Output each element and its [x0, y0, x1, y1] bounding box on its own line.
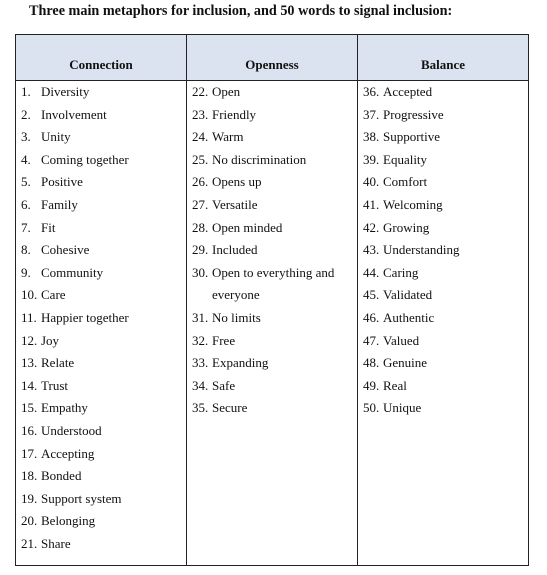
- item-word: Warm: [212, 129, 244, 145]
- word-list-item: [358, 352, 528, 375]
- item-number: 21.: [21, 535, 38, 551]
- item-number: 13.: [21, 355, 38, 371]
- item-number: 9.: [21, 264, 31, 280]
- item-word: Open: [212, 84, 241, 99]
- item-word: Involvement: [41, 106, 107, 122]
- word-list-item: [16, 239, 186, 262]
- item-word: Understanding: [383, 242, 460, 258]
- word-list-item: [187, 149, 357, 172]
- word-list-item: [187, 126, 357, 149]
- word-list-item: [16, 375, 186, 398]
- item-number: 37.: [363, 106, 380, 122]
- word-list-item: [187, 194, 357, 217]
- word-list-item: [358, 284, 528, 307]
- word-list-item: [16, 352, 186, 375]
- item-number: 4.: [21, 151, 31, 167]
- item-word: Validated: [383, 287, 433, 303]
- item-word: Supportive: [383, 129, 441, 145]
- item-word: Coming together: [41, 151, 129, 167]
- item-number: 1.: [21, 84, 31, 99]
- item-number: 50.: [363, 400, 380, 416]
- word-list-item: [358, 171, 528, 194]
- item-number: 49.: [363, 377, 380, 393]
- word-list-item: [358, 217, 528, 240]
- item-word: Trust: [41, 377, 68, 393]
- item-number: 36.: [363, 84, 380, 99]
- item-word: Comfort: [383, 174, 428, 190]
- item-number: 18.: [21, 468, 38, 484]
- word-list-item: [358, 81, 528, 104]
- item-number: 3.: [21, 129, 31, 145]
- column-openness-cell: [187, 81, 358, 566]
- item-number: 7.: [21, 219, 31, 235]
- item-number: 43.: [363, 242, 380, 258]
- word-list-item: [16, 171, 186, 194]
- word-list-item: [358, 104, 528, 127]
- page-title: Three main metaphors for inclusion, and 50 words to signal inclusion:: [29, 3, 453, 19]
- item-word: No limits: [212, 309, 261, 325]
- item-word: Belonging: [41, 513, 96, 529]
- word-list-item: [16, 420, 186, 443]
- word-list-item: [187, 262, 357, 307]
- item-word: Safe: [212, 377, 236, 393]
- item-word: Community: [41, 264, 104, 280]
- inclusion-words-table: [15, 34, 529, 566]
- item-word: Secure: [212, 400, 248, 416]
- word-list-item: [16, 443, 186, 466]
- item-word: Happier together: [41, 309, 129, 325]
- item-word: Diversity: [41, 84, 90, 99]
- word-list-item: [16, 149, 186, 172]
- column-header-balance: Balance: [358, 35, 529, 81]
- item-number: 38.: [363, 129, 380, 145]
- item-number: 20.: [21, 513, 38, 529]
- item-word: Care: [41, 287, 66, 303]
- word-list-item: [16, 330, 186, 353]
- word-list-item: [187, 330, 357, 353]
- item-number: 30.: [192, 264, 209, 280]
- item-word: Valued: [383, 332, 420, 348]
- column-balance-cell: [358, 81, 529, 566]
- word-list-item: [16, 533, 186, 556]
- item-number: 2.: [21, 106, 31, 122]
- item-word: Friendly: [212, 106, 257, 122]
- item-number: 6.: [21, 196, 31, 212]
- item-number: 45.: [363, 287, 380, 303]
- item-word: Bonded: [41, 468, 82, 484]
- item-number: 19.: [21, 490, 38, 506]
- item-number: 12.: [21, 332, 38, 348]
- item-number: 24.: [192, 129, 209, 145]
- item-word: Progressive: [383, 106, 444, 122]
- word-list-item: [16, 194, 186, 217]
- item-number: 41.: [363, 196, 380, 212]
- item-word: Joy: [41, 332, 60, 348]
- item-number: 25.: [192, 151, 209, 167]
- item-word: Caring: [383, 264, 419, 280]
- item-number: 5.: [21, 174, 31, 190]
- balance-word-list: [358, 81, 528, 420]
- item-word: Share: [41, 535, 71, 551]
- word-list-item: [187, 81, 357, 104]
- item-number: 34.: [192, 377, 209, 393]
- word-list-item: [187, 104, 357, 127]
- word-list-item: [16, 488, 186, 511]
- item-number: 33.: [192, 355, 209, 371]
- item-number: 26.: [192, 174, 209, 190]
- item-word: Unity: [41, 129, 71, 145]
- item-number: 32.: [192, 332, 209, 348]
- item-number: 44.: [363, 264, 380, 280]
- item-word: Free: [212, 332, 236, 348]
- item-word: Cohesive: [41, 242, 90, 258]
- body-row: [16, 81, 529, 566]
- item-word: Open minded: [212, 219, 283, 235]
- item-word: Empathy: [41, 400, 88, 416]
- item-word: Relate: [41, 355, 75, 371]
- item-word: Open to everything and everyone: [212, 264, 335, 303]
- item-number: 47.: [363, 332, 380, 348]
- item-word: Positive: [41, 174, 83, 190]
- item-number: 11.: [21, 309, 37, 325]
- word-list-item: [16, 510, 186, 533]
- word-list-item: [358, 194, 528, 217]
- item-number: 8.: [21, 242, 31, 258]
- word-list-item: [187, 239, 357, 262]
- word-list-item: [358, 397, 528, 420]
- word-list-item: [16, 81, 186, 104]
- column-header-connection: Connection: [16, 35, 187, 81]
- item-word: Accepted: [383, 84, 433, 99]
- item-word: Welcoming: [383, 196, 443, 212]
- item-word: Support system: [41, 490, 122, 506]
- item-number: 23.: [192, 106, 209, 122]
- word-list-item: [358, 239, 528, 262]
- column-header-openness: Openness: [187, 35, 358, 81]
- item-number: 28.: [192, 219, 209, 235]
- word-list-item: [16, 284, 186, 307]
- word-list-item: [358, 375, 528, 398]
- item-number: 46.: [363, 309, 380, 325]
- column-connection-cell: [16, 81, 187, 566]
- word-list-item: [16, 104, 186, 127]
- word-list-item: [187, 171, 357, 194]
- item-number: 42.: [363, 219, 380, 235]
- item-word: Family: [41, 196, 78, 212]
- item-word: Authentic: [383, 309, 435, 325]
- word-list-item: [16, 262, 186, 285]
- item-number: 35.: [192, 400, 209, 416]
- item-number: 39.: [363, 151, 380, 167]
- item-word: Growing: [383, 219, 430, 235]
- item-word: Opens up: [212, 174, 262, 190]
- item-number: 48.: [363, 355, 380, 371]
- word-list-item: [16, 126, 186, 149]
- item-word: Versatile: [212, 196, 258, 212]
- item-word: Unique: [383, 400, 422, 416]
- word-list-item: [358, 149, 528, 172]
- item-word: Expanding: [212, 355, 269, 371]
- item-number: 10.: [21, 287, 38, 303]
- word-list-item: [16, 307, 186, 330]
- word-list-item: [187, 217, 357, 240]
- word-list-item: [358, 126, 528, 149]
- item-number: 16.: [21, 422, 38, 438]
- item-word: No discrimination: [212, 151, 307, 167]
- connection-word-list: [16, 81, 186, 555]
- openness-word-list: [187, 81, 357, 420]
- word-list-item: [358, 307, 528, 330]
- word-list-item: [16, 397, 186, 420]
- item-number: 27.: [192, 196, 209, 212]
- item-word: Accepting: [41, 445, 95, 461]
- word-list-item: [187, 375, 357, 398]
- word-list-item: [358, 330, 528, 353]
- item-word: Genuine: [383, 355, 428, 371]
- item-word: Real: [383, 377, 407, 393]
- item-number: 29.: [192, 242, 209, 258]
- item-number: 17.: [21, 445, 38, 461]
- item-number: 31.: [192, 309, 209, 325]
- item-word: Equality: [383, 151, 428, 167]
- item-number: 14.: [21, 377, 38, 393]
- item-word: Understood: [41, 422, 102, 438]
- header-row: [16, 35, 529, 81]
- word-list-item: [16, 217, 186, 240]
- item-number: 15.: [21, 400, 38, 416]
- item-number: 22.: [192, 84, 209, 99]
- word-list-item: [16, 465, 186, 488]
- word-list-item: [187, 352, 357, 375]
- word-list-item: [358, 262, 528, 285]
- item-word: Fit: [41, 219, 56, 235]
- item-word: Included: [212, 242, 258, 258]
- item-number: 40.: [363, 174, 380, 190]
- word-list-item: [187, 397, 357, 420]
- word-list-item: [187, 307, 357, 330]
